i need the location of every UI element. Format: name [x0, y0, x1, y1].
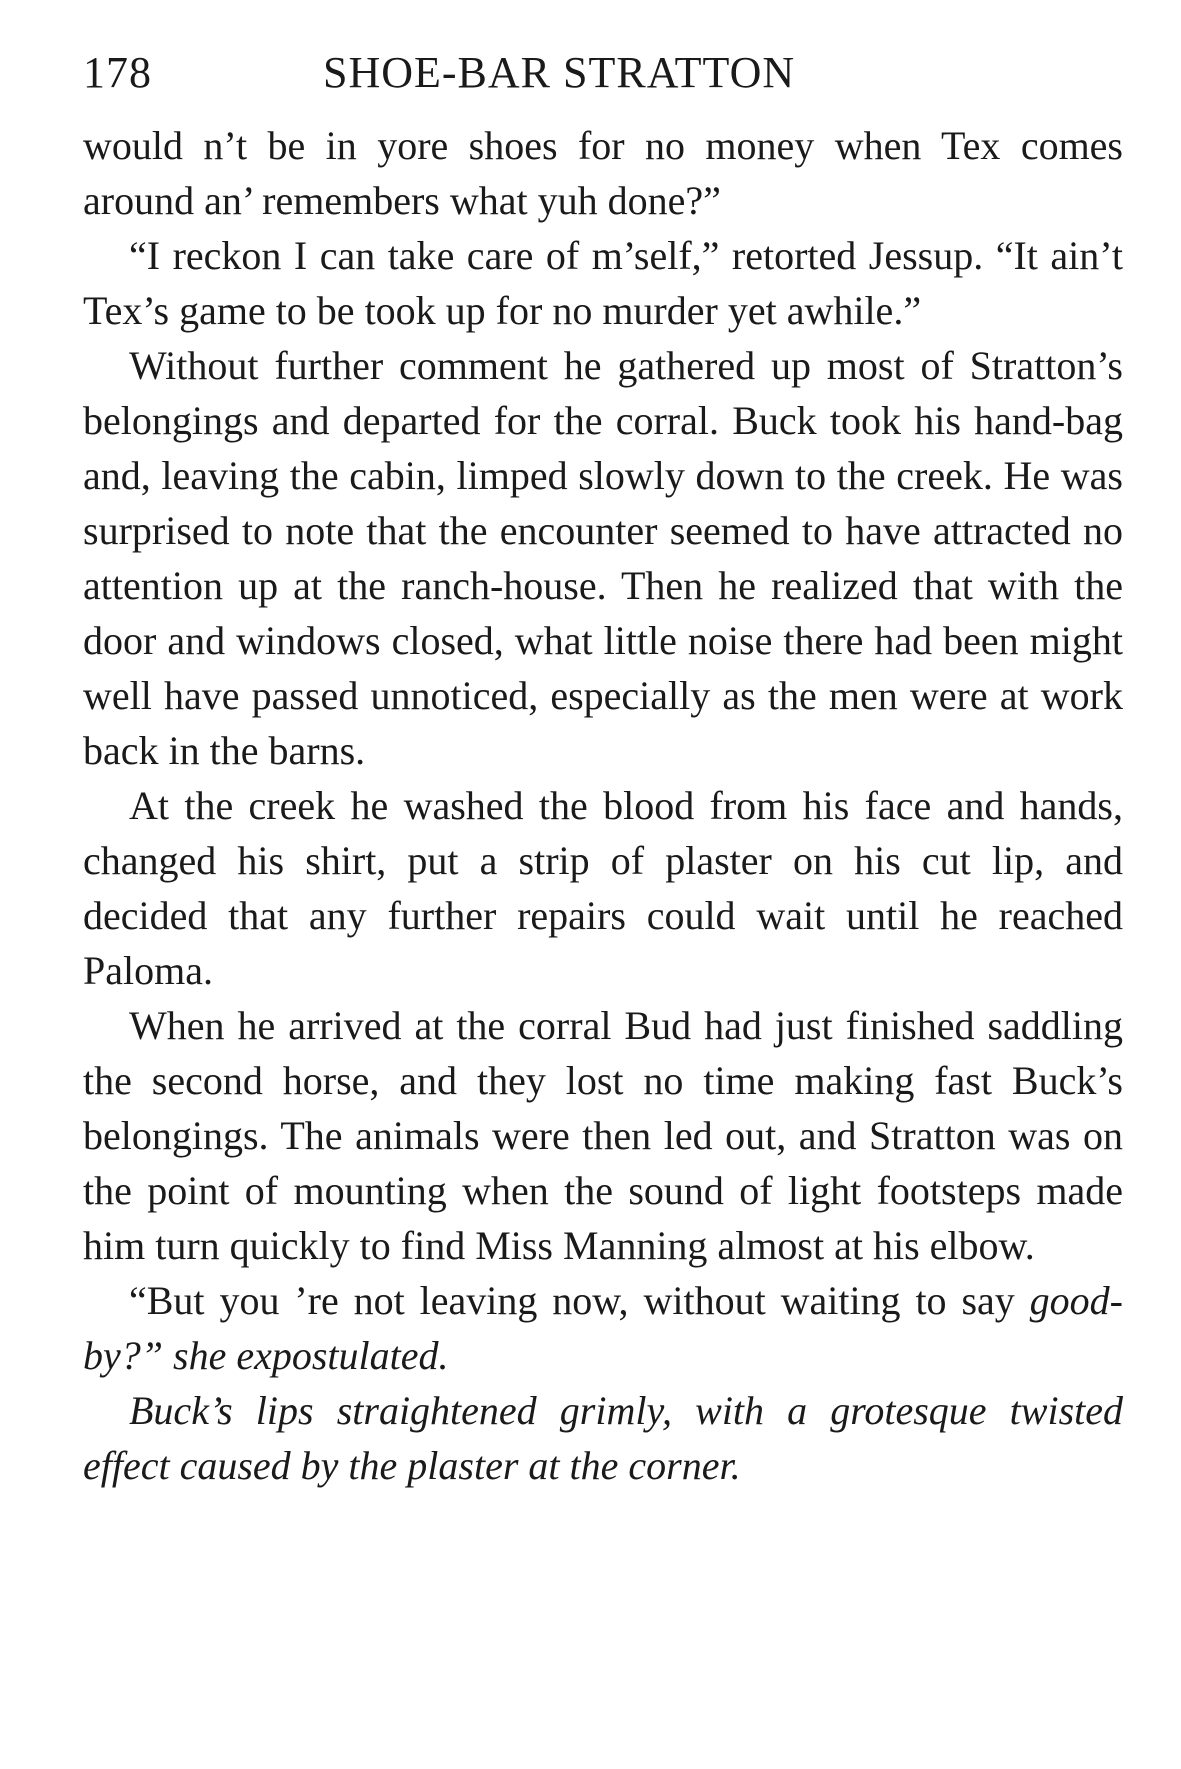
- paragraph-1: would n’t be in yore shoes for no money when Tex comes around an’ remembers what yuh done?”: [83, 123, 1123, 223]
- paragraph-7: Buck’s lips straightened grimly, with a grotesque twisted effect caused by the plaster at the corner.: [83, 1388, 1123, 1488]
- book-page: [83, 42, 1123, 1493]
- paragraph-4: At the creek he washed the blood from his face and hands, changed his shirt, put a strip of plaster on his cut lip, and decided that any further repairs could wait until he reached Paloma.: [83, 783, 1123, 993]
- paragraph-6-italic-text: good-by?: [83, 1278, 1123, 1378]
- body-text: [83, 118, 1123, 1493]
- running-title: SHOE-BAR STRATTON: [323, 48, 796, 97]
- page-number: 178: [83, 48, 152, 97]
- page-header: [83, 42, 1123, 104]
- paragraph-2: “I reckon I can take care of m’self,” retorted Jessup. “It ain’t Tex’s game to be took up for no murder yet awhile.”: [83, 233, 1123, 333]
- paragraph-6-text-after: ” she expostulated.: [140, 1333, 449, 1378]
- paragraph-5: When he arrived at the corral Bud had just finished saddling the second horse, and they lost no time making fast Buck’s belongings. The animals were then led out, and Stratton was on the point of mounting when the sound of light footsteps made him turn quickly to find Miss Manning almost at his elbow.: [83, 1003, 1123, 1268]
- paragraph-6: [83, 1273, 1123, 1383]
- paragraph-6-text-before: “But you ’re not leaving now, without waiting to say: [129, 1278, 1030, 1323]
- paragraph-3: Without further comment he gathered up most of Stratton’s belongings and departed for the corral. Buck took his hand-bag and, leaving the cabin, limped slowly down to the creek. He was surprised to note that the encounter seemed to have attracted no attention up at the ranch-house. Then he realized that with the door and windows closed, what little noise there had been might well have passed unnoticed, especially as the men were at work back in the barns.: [83, 343, 1123, 773]
